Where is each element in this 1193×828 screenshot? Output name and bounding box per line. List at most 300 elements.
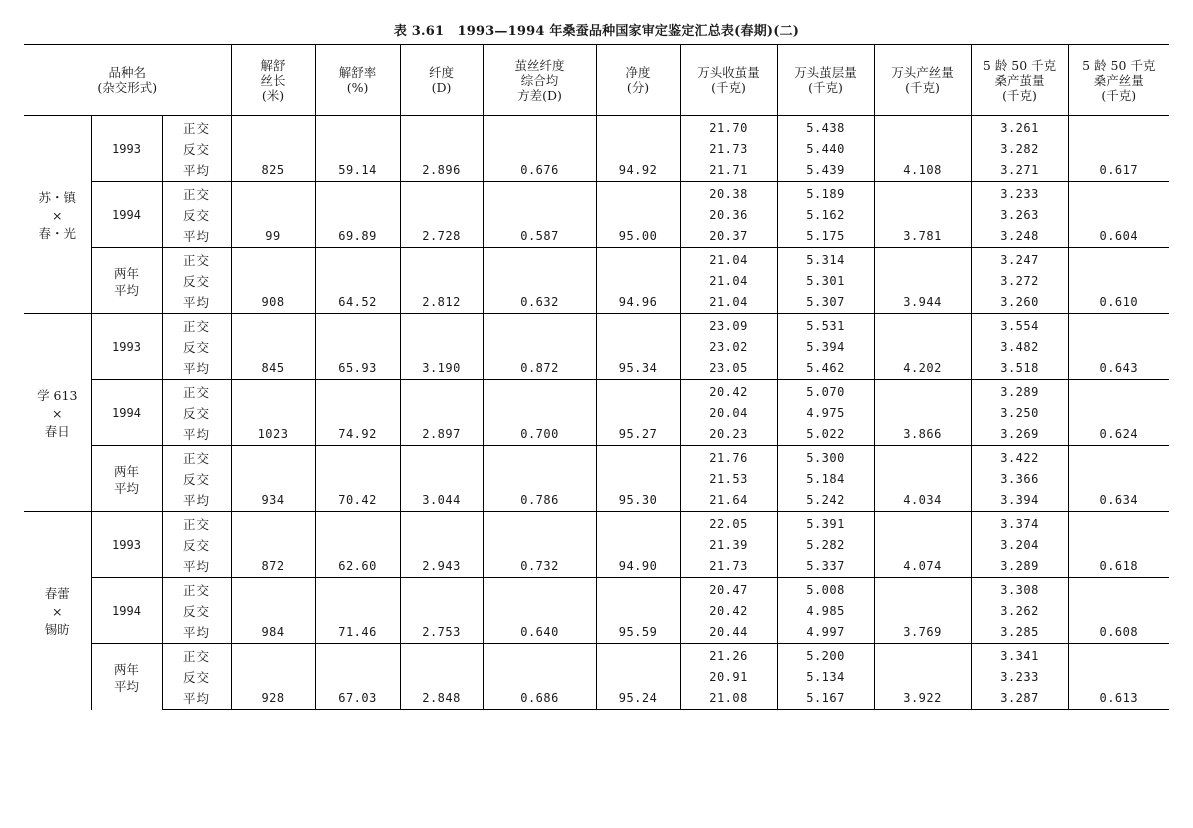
- cross-type: 反交: [162, 271, 231, 292]
- shell-yield-cell: 5.394: [777, 337, 874, 358]
- filament-length-cell-blank: [231, 205, 315, 226]
- filament-length-cell-blank: [231, 667, 315, 688]
- table-row: [24, 556, 1169, 578]
- reelability-cell: 69.89: [315, 226, 400, 248]
- leaf-cocoon-cell: 3.289: [971, 556, 1068, 578]
- size-deviation-cell: 0.732: [483, 556, 596, 578]
- leaf-cocoon-cell: 3.518: [971, 358, 1068, 380]
- reelability-cell-blank: [315, 578, 400, 602]
- filament-length-cell-blank: [231, 469, 315, 490]
- leaf-silk-cell-blank: [1068, 271, 1169, 292]
- shell-yield-cell: 5.307: [777, 292, 874, 314]
- size-deviation-cell: 0.640: [483, 622, 596, 644]
- leaf-silk-cell-blank: [1068, 601, 1169, 622]
- data-table: [24, 44, 1169, 710]
- variety-name-line: ×: [52, 603, 63, 619]
- leaf-silk-cell-blank: [1068, 644, 1169, 668]
- neatness-cell-blank: [596, 380, 680, 404]
- leaf-cocoon-cell: 3.263: [971, 205, 1068, 226]
- cocoon-yield-cell: 21.04: [680, 292, 777, 314]
- header-line: (杂交形式): [97, 80, 158, 95]
- size-deviation-cell-blank: [483, 469, 596, 490]
- size-cell-blank: [400, 601, 483, 622]
- size-cell-blank: [400, 182, 483, 206]
- table-row: [24, 314, 1169, 338]
- filament-length-cell: 872: [231, 556, 315, 578]
- filament-length-cell: 825: [231, 160, 315, 182]
- cross-type: 正交: [162, 380, 231, 404]
- shell-yield-cell: 5.282: [777, 535, 874, 556]
- cross-type: 反交: [162, 469, 231, 490]
- header-line: 方差(D): [517, 87, 562, 103]
- filament-length-cell-blank: [231, 314, 315, 338]
- cross-type: 平均: [162, 688, 231, 710]
- leaf-silk-cell-blank: [1068, 116, 1169, 140]
- shell-yield-cell: 5.438: [777, 116, 874, 140]
- header-line: 茧丝纤度: [514, 57, 565, 73]
- header-row: [24, 45, 1169, 116]
- variety-name: [24, 116, 91, 314]
- neatness-cell: 94.96: [596, 292, 680, 314]
- silk-yield-cell-blank: [874, 314, 971, 338]
- cross-type: 反交: [162, 535, 231, 556]
- size-deviation-cell-blank: [483, 271, 596, 292]
- reelability-cell: 62.60: [315, 556, 400, 578]
- silk-yield-cell: 4.202: [874, 358, 971, 380]
- table-row: [24, 139, 1169, 160]
- neatness-cell-blank: [596, 205, 680, 226]
- neatness-cell: 95.24: [596, 688, 680, 710]
- reelability-cell-blank: [315, 667, 400, 688]
- variety-name-line: ×: [52, 207, 63, 223]
- reelability-cell: 64.52: [315, 292, 400, 314]
- header-size-deviation: [483, 45, 596, 116]
- shell-yield-cell: 5.391: [777, 512, 874, 536]
- silk-yield-cell: 4.108: [874, 160, 971, 182]
- silk-yield-cell-blank: [874, 535, 971, 556]
- reelability-cell-blank: [315, 248, 400, 272]
- header-line: (分): [626, 80, 650, 95]
- shell-yield-cell: 5.314: [777, 248, 874, 272]
- shell-yield-cell: 5.242: [777, 490, 874, 512]
- period-label: [91, 248, 162, 314]
- variety-name-line: 春日: [44, 423, 70, 439]
- neatness-cell-blank: [596, 337, 680, 358]
- header-line: 净度: [625, 65, 651, 80]
- neatness-cell: 95.00: [596, 226, 680, 248]
- reelability-cell-blank: [315, 380, 400, 404]
- cocoon-yield-cell: 21.64: [680, 490, 777, 512]
- filament-length-cell-blank: [231, 248, 315, 272]
- cocoon-yield-cell: 23.02: [680, 337, 777, 358]
- silk-yield-cell: 3.769: [874, 622, 971, 644]
- period-line: 两年: [113, 265, 139, 281]
- neatness-cell: 95.34: [596, 358, 680, 380]
- table-row: [24, 688, 1169, 710]
- cocoon-yield-cell: 20.37: [680, 226, 777, 248]
- cocoon-yield-cell: 20.47: [680, 578, 777, 602]
- header-line: 综合均: [520, 72, 559, 88]
- leaf-silk-cell-blank: [1068, 512, 1169, 536]
- leaf-cocoon-cell: 3.287: [971, 688, 1068, 710]
- variety-name-line: ×: [52, 405, 63, 421]
- filament-length-cell-blank: [231, 380, 315, 404]
- leaf-silk-cell-blank: [1068, 469, 1169, 490]
- leaf-silk-cell: 0.617: [1068, 160, 1169, 182]
- header-leaf-silk: [1068, 45, 1169, 116]
- header-neatness: [596, 45, 680, 116]
- table-row: [24, 226, 1169, 248]
- size-cell: 2.897: [400, 424, 483, 446]
- reelability-cell-blank: [315, 469, 400, 490]
- cross-type: 正交: [162, 446, 231, 470]
- header-line: 品种名: [108, 65, 147, 80]
- cross-type: 反交: [162, 601, 231, 622]
- filament-length-cell: 845: [231, 358, 315, 380]
- filament-length-cell-blank: [231, 578, 315, 602]
- size-cell: 2.728: [400, 226, 483, 248]
- table-row: [24, 403, 1169, 424]
- reelability-cell-blank: [315, 512, 400, 536]
- filament-length-cell-blank: [231, 337, 315, 358]
- leaf-silk-cell-blank: [1068, 667, 1169, 688]
- period-line: 1994: [112, 604, 141, 618]
- period-label: [91, 446, 162, 512]
- leaf-cocoon-cell: 3.394: [971, 490, 1068, 512]
- table-row: [24, 622, 1169, 644]
- leaf-silk-cell: 0.610: [1068, 292, 1169, 314]
- cocoon-yield-cell: 21.73: [680, 139, 777, 160]
- leaf-cocoon-cell: 3.308: [971, 578, 1068, 602]
- filament-length-cell-blank: [231, 182, 315, 206]
- leaf-silk-cell: 0.608: [1068, 622, 1169, 644]
- cross-type: 平均: [162, 226, 231, 248]
- header-silk-yield: [874, 45, 971, 116]
- size-deviation-cell-blank: [483, 248, 596, 272]
- cross-type: 正交: [162, 182, 231, 206]
- silk-yield-cell-blank: [874, 512, 971, 536]
- filament-length-cell-blank: [231, 535, 315, 556]
- leaf-cocoon-cell: 3.233: [971, 667, 1068, 688]
- filament-length-cell-blank: [231, 644, 315, 668]
- reelability-cell-blank: [315, 644, 400, 668]
- size-cell-blank: [400, 314, 483, 338]
- leaf-silk-cell-blank: [1068, 205, 1169, 226]
- header-leaf-cocoon: [971, 45, 1068, 116]
- leaf-cocoon-cell: 3.272: [971, 271, 1068, 292]
- neatness-cell-blank: [596, 601, 680, 622]
- cocoon-yield-cell: 21.70: [680, 116, 777, 140]
- filament-length-cell-blank: [231, 139, 315, 160]
- cross-type: 反交: [162, 205, 231, 226]
- reelability-cell-blank: [315, 116, 400, 140]
- table-title: 表 3.61 1993—1994 年桑蚕品种国家审定鉴定汇总表(春期)(二): [393, 24, 800, 39]
- header-line: (千克): [711, 80, 746, 95]
- neatness-cell-blank: [596, 248, 680, 272]
- header-cocoon-yield: [680, 45, 777, 116]
- size-deviation-cell-blank: [483, 380, 596, 404]
- size-cell: 2.753: [400, 622, 483, 644]
- shell-yield-cell: 5.200: [777, 644, 874, 668]
- leaf-silk-cell-blank: [1068, 403, 1169, 424]
- reelability-cell-blank: [315, 314, 400, 338]
- reelability-cell: 74.92: [315, 424, 400, 446]
- size-deviation-cell-blank: [483, 446, 596, 470]
- leaf-silk-cell-blank: [1068, 446, 1169, 470]
- cross-type: 平均: [162, 424, 231, 446]
- shell-yield-cell: 5.300: [777, 446, 874, 470]
- shell-yield-cell: 4.985: [777, 601, 874, 622]
- reelability-cell-blank: [315, 337, 400, 358]
- variety-name-line: 苏・镇: [38, 189, 76, 205]
- shell-yield-cell: 5.162: [777, 205, 874, 226]
- reelability-cell: 65.93: [315, 358, 400, 380]
- neatness-cell-blank: [596, 271, 680, 292]
- period-line: 1993: [112, 142, 141, 156]
- size-cell: 3.044: [400, 490, 483, 512]
- silk-yield-cell-blank: [874, 601, 971, 622]
- leaf-silk-cell-blank: [1068, 535, 1169, 556]
- leaf-cocoon-cell: 3.250: [971, 403, 1068, 424]
- size-deviation-cell: 0.786: [483, 490, 596, 512]
- cross-type: 正交: [162, 578, 231, 602]
- header-line: 万头产丝量: [891, 65, 954, 80]
- filament-length-cell: 984: [231, 622, 315, 644]
- size-deviation-cell: 0.632: [483, 292, 596, 314]
- size-cell-blank: [400, 271, 483, 292]
- neatness-cell-blank: [596, 116, 680, 140]
- filament-length-cell-blank: [231, 512, 315, 536]
- silk-yield-cell-blank: [874, 469, 971, 490]
- cocoon-yield-cell: 21.76: [680, 446, 777, 470]
- cocoon-yield-cell: 23.05: [680, 358, 777, 380]
- cross-type: 反交: [162, 667, 231, 688]
- leaf-cocoon-cell: 3.289: [971, 380, 1068, 404]
- size-deviation-cell-blank: [483, 601, 596, 622]
- neatness-cell-blank: [596, 512, 680, 536]
- filament-length-cell: 934: [231, 490, 315, 512]
- header-line: 解舒率: [338, 65, 377, 80]
- table-row: [24, 667, 1169, 688]
- size-cell: 3.190: [400, 358, 483, 380]
- size-deviation-cell-blank: [483, 205, 596, 226]
- leaf-cocoon-cell: 3.341: [971, 644, 1068, 668]
- leaf-cocoon-cell: 3.374: [971, 512, 1068, 536]
- leaf-cocoon-cell: 3.262: [971, 601, 1068, 622]
- size-cell-blank: [400, 578, 483, 602]
- leaf-cocoon-cell: 3.271: [971, 160, 1068, 182]
- neatness-cell-blank: [596, 403, 680, 424]
- reelability-cell: 59.14: [315, 160, 400, 182]
- table-row: [24, 182, 1169, 206]
- size-cell-blank: [400, 205, 483, 226]
- period-line: 1993: [112, 538, 141, 552]
- leaf-silk-cell-blank: [1068, 139, 1169, 160]
- neatness-cell-blank: [596, 469, 680, 490]
- leaf-silk-cell: 0.643: [1068, 358, 1169, 380]
- cross-type: 平均: [162, 622, 231, 644]
- size-cell: 2.848: [400, 688, 483, 710]
- silk-yield-cell: 4.034: [874, 490, 971, 512]
- header-line: 纤度: [429, 65, 455, 80]
- cross-type: 正交: [162, 314, 231, 338]
- size-cell-blank: [400, 337, 483, 358]
- shell-yield-cell: 5.462: [777, 358, 874, 380]
- leaf-cocoon-cell: 3.282: [971, 139, 1068, 160]
- size-deviation-cell-blank: [483, 403, 596, 424]
- cross-type: 反交: [162, 337, 231, 358]
- silk-yield-cell-blank: [874, 182, 971, 206]
- silk-yield-cell-blank: [874, 139, 971, 160]
- silk-yield-cell-blank: [874, 248, 971, 272]
- period-label: [91, 314, 162, 380]
- silk-yield-cell: 3.922: [874, 688, 971, 710]
- size-deviation-cell-blank: [483, 578, 596, 602]
- variety-name-line: 春・光: [38, 225, 76, 241]
- header-line: 桑产茧量: [994, 72, 1045, 88]
- reelability-cell: 70.42: [315, 490, 400, 512]
- neatness-cell: 95.30: [596, 490, 680, 512]
- header-line: 5 龄 50 千克: [982, 57, 1057, 73]
- reelability-cell-blank: [315, 205, 400, 226]
- cocoon-yield-cell: 20.04: [680, 403, 777, 424]
- size-deviation-cell: 0.700: [483, 424, 596, 446]
- size-deviation-cell: 0.676: [483, 160, 596, 182]
- cross-type: 正交: [162, 512, 231, 536]
- header-line: 解舒: [260, 57, 286, 73]
- cocoon-yield-cell: 20.44: [680, 622, 777, 644]
- variety-name-line: 学 613: [37, 387, 78, 403]
- shell-yield-cell: 5.134: [777, 667, 874, 688]
- period-line: 1994: [112, 208, 141, 222]
- filament-length-cell: 99: [231, 226, 315, 248]
- header-line: (%): [346, 80, 369, 95]
- silk-yield-cell-blank: [874, 667, 971, 688]
- shell-yield-cell: 4.997: [777, 622, 874, 644]
- size-cell-blank: [400, 139, 483, 160]
- leaf-cocoon-cell: 3.482: [971, 337, 1068, 358]
- header-line: 万头茧层量: [794, 65, 857, 80]
- size-deviation-cell-blank: [483, 314, 596, 338]
- variety-name-line: 锡昉: [44, 621, 70, 637]
- shell-yield-cell: 4.975: [777, 403, 874, 424]
- silk-yield-cell: 4.074: [874, 556, 971, 578]
- silk-yield-cell-blank: [874, 403, 971, 424]
- reelability-cell-blank: [315, 535, 400, 556]
- neatness-cell-blank: [596, 535, 680, 556]
- period-label: [91, 512, 162, 578]
- size-cell-blank: [400, 535, 483, 556]
- cocoon-yield-cell: 20.36: [680, 205, 777, 226]
- silk-yield-cell: 3.944: [874, 292, 971, 314]
- table-row: [24, 578, 1169, 602]
- reelability-cell-blank: [315, 271, 400, 292]
- neatness-cell: 94.92: [596, 160, 680, 182]
- period-label: [91, 578, 162, 644]
- size-cell-blank: [400, 403, 483, 424]
- leaf-silk-cell-blank: [1068, 578, 1169, 602]
- cross-type: 平均: [162, 292, 231, 314]
- cross-type: 平均: [162, 160, 231, 182]
- cocoon-yield-cell: 20.42: [680, 601, 777, 622]
- neatness-cell-blank: [596, 667, 680, 688]
- silk-yield-cell-blank: [874, 644, 971, 668]
- table-row: [24, 205, 1169, 226]
- size-deviation-cell: 0.587: [483, 226, 596, 248]
- leaf-silk-cell-blank: [1068, 314, 1169, 338]
- table-row: [24, 380, 1169, 404]
- header-line: (千克): [1002, 87, 1037, 103]
- table-row: [24, 116, 1169, 140]
- table-row: [24, 271, 1169, 292]
- leaf-silk-cell-blank: [1068, 248, 1169, 272]
- size-cell-blank: [400, 380, 483, 404]
- shell-yield-cell: 5.175: [777, 226, 874, 248]
- size-deviation-cell-blank: [483, 139, 596, 160]
- leaf-cocoon-cell: 3.554: [971, 314, 1068, 338]
- leaf-cocoon-cell: 3.204: [971, 535, 1068, 556]
- leaf-silk-cell: 0.634: [1068, 490, 1169, 512]
- silk-yield-cell: 3.866: [874, 424, 971, 446]
- period-line: 平均: [113, 282, 139, 298]
- header-line: (D): [431, 80, 452, 95]
- header-line: 桑产丝量: [1093, 72, 1144, 88]
- reelability-cell-blank: [315, 403, 400, 424]
- filament-length-cell-blank: [231, 446, 315, 470]
- filament-length-cell: 1023: [231, 424, 315, 446]
- period-label: [91, 182, 162, 248]
- header-shell-yield: [777, 45, 874, 116]
- header-line: 丝长: [260, 72, 286, 88]
- leaf-cocoon-cell: 3.233: [971, 182, 1068, 206]
- reelability-cell: 67.03: [315, 688, 400, 710]
- table-row: [24, 446, 1169, 470]
- shell-yield-cell: 5.440: [777, 139, 874, 160]
- size-cell-blank: [400, 446, 483, 470]
- filament-length-cell-blank: [231, 403, 315, 424]
- neatness-cell-blank: [596, 314, 680, 338]
- size-deviation-cell: 0.872: [483, 358, 596, 380]
- size-deviation-cell-blank: [483, 535, 596, 556]
- header-line: (千克): [905, 80, 940, 95]
- leaf-cocoon-cell: 3.269: [971, 424, 1068, 446]
- silk-yield-cell-blank: [874, 116, 971, 140]
- filament-length-cell-blank: [231, 601, 315, 622]
- cocoon-yield-cell: 20.42: [680, 380, 777, 404]
- cross-type: 平均: [162, 490, 231, 512]
- neatness-cell-blank: [596, 446, 680, 470]
- silk-yield-cell-blank: [874, 446, 971, 470]
- size-cell-blank: [400, 248, 483, 272]
- cocoon-yield-cell: 23.09: [680, 314, 777, 338]
- leaf-silk-cell: 0.613: [1068, 688, 1169, 710]
- period-line: 平均: [113, 480, 139, 496]
- header-line: 万头收茧量: [697, 65, 760, 80]
- cocoon-yield-cell: 21.53: [680, 469, 777, 490]
- size-deviation-cell-blank: [483, 337, 596, 358]
- neatness-cell-blank: [596, 644, 680, 668]
- header-filament-length: [231, 45, 315, 116]
- table-body: [24, 116, 1169, 710]
- reelability-cell-blank: [315, 446, 400, 470]
- table-row: [24, 490, 1169, 512]
- period-line: 平均: [113, 678, 139, 694]
- size-cell: 2.896: [400, 160, 483, 182]
- silk-yield-cell-blank: [874, 380, 971, 404]
- cross-type: 正交: [162, 248, 231, 272]
- leaf-cocoon-cell: 3.366: [971, 469, 1068, 490]
- size-cell: 2.943: [400, 556, 483, 578]
